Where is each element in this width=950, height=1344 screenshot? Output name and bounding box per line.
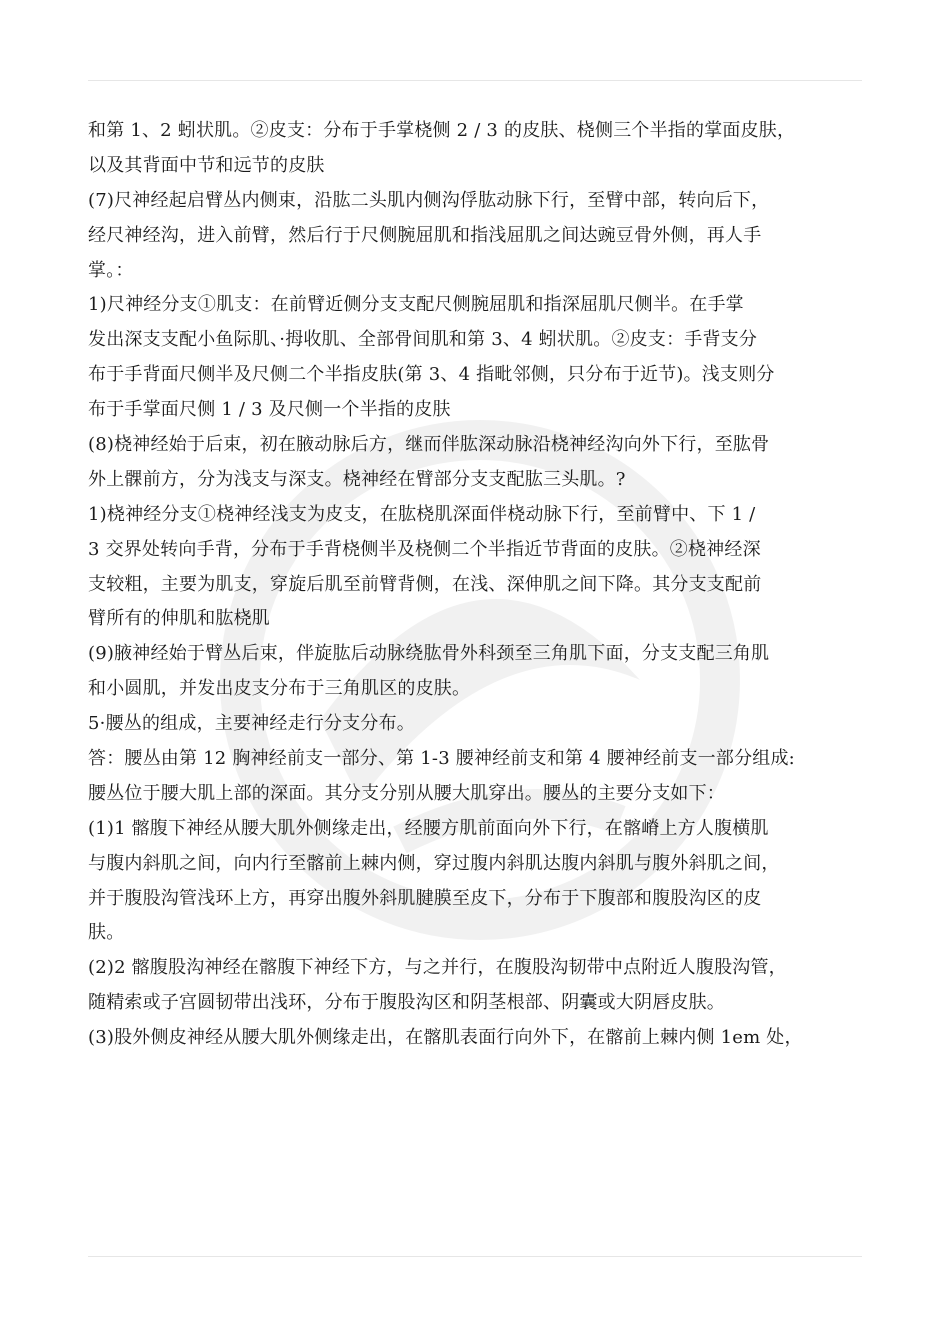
text-line: 掌。： xyxy=(88,259,134,281)
text-line: 与腹内斜肌之间，向内行至髂前上棘内侧，穿过腹内斜肌达腹内斜肌与腹外斜肌之间， xyxy=(88,852,780,874)
text-line: 布于手掌面尺侧 1 / 3 及尺侧一个半指的皮肤 xyxy=(88,399,451,421)
text-line: 答：腰丛由第 12 胸神经前支一部分、第 1-3 腰神经前支和第 4 腰神经前支一部分组成: xyxy=(88,748,795,770)
text-line: 外上髁前方，分为浅支与深支。桡神经在臂部分支支配肱三头肌。? xyxy=(88,468,626,490)
text-line: 肤。 xyxy=(88,922,125,944)
text-line: 经尺神经沟，进入前臂，然后行于尺侧腕屈肌和指浅屈肌之间达豌豆骨外侧，再人手 xyxy=(88,224,762,246)
text-line: (1)1 髂腹下神经从腰大肌外侧缘走出，经腰方肌前面向外下行，在髂嵴上方人腹横肌 xyxy=(88,817,769,839)
text-line: 以及其背面中节和远节的皮肤 xyxy=(88,154,325,176)
text-line: 5·腰丛的组成，主要神经走行分支分布。 xyxy=(88,713,415,735)
text-line: 发出深支支配小鱼际肌、·拇收肌、全部骨间肌和第 3、4 蚓状肌。②皮支：手背支分 xyxy=(88,329,758,351)
text-line: 随精索或子宫圆韧带出浅环，分布于腹股沟区和阴茎根部、阴囊或大阴唇皮肤。 xyxy=(88,992,725,1014)
text-line: (7)尺神经起启臂丛内侧束，沿肱二头肌内侧沟俘肱动脉下行，至臂中部，转向后下， xyxy=(88,189,770,211)
text-line: 布于手背面尺侧半及尺侧二个半指皮肤(第 3、4 指毗邻侧，只分布于近节)。浅支则分 xyxy=(88,364,775,386)
text-line: 和第 1、2 蚓状肌。②皮支：分布于手掌桡侧 2 / 3 的皮肤、桡侧三个半指的掌面皮肤， xyxy=(88,120,796,141)
text-line: 3 交界处转向手背，分布于手背桡侧半及桡侧二个半指近节背面的皮肤。②桡神经深 xyxy=(88,538,761,560)
footer-rule xyxy=(88,1256,862,1257)
text-line: (3)股外侧皮神经从腰大肌外侧缘走出，在髂肌表面行向外下，在髂前上棘内侧 1em 处， xyxy=(88,1027,803,1049)
text-line: 腰丛位于腰大肌上部的深面。其分支分别从腰大肌穿出。腰丛的主要分支如下： xyxy=(88,782,725,804)
text-line: 1)尺神经分支①肌支：在前臂近侧分支支配尺侧腕屈肌和指深屈肌尺侧半。在手掌 xyxy=(88,294,744,316)
text-line: (9)腋神经始于臂丛后束，伴旋肱后动脉绕肱骨外科颈至三角肌下面，分支支配三角肌 xyxy=(88,643,770,665)
text-line: 臂所有的伸肌和肱桡肌 xyxy=(88,608,270,630)
text-line: 和小圆肌，并发出皮支分布于三角肌区的皮肤。 xyxy=(88,678,471,700)
text-line: 1)桡神经分支①桡神经浅支为皮支，在肱桡肌深面伴桡动脉下行，至前臂中、下 1 / xyxy=(88,503,756,525)
text-line: (8)桡神经始于后束，初在腋动脉后方，继而伴肱深动脉沿桡神经沟向外下行，至肱骨 xyxy=(88,434,770,456)
document-body xyxy=(88,114,862,1056)
text-line: 支较粗，主要为肌支，穿旋后肌至前臂背侧，在浅、深伸肌之间下降。其分支支配前 xyxy=(88,573,762,595)
header-rule xyxy=(88,80,862,81)
text-line: 并于腹股沟管浅环上方，再穿出腹外斜肌腱膜至皮下，分布于下腹部和腹股沟区的皮 xyxy=(88,887,762,909)
text-line: (2)2 髂腹股沟神经在髂腹下神经下方，与之并行，在腹股沟韧带中点附近人腹股沟管， xyxy=(88,957,787,979)
